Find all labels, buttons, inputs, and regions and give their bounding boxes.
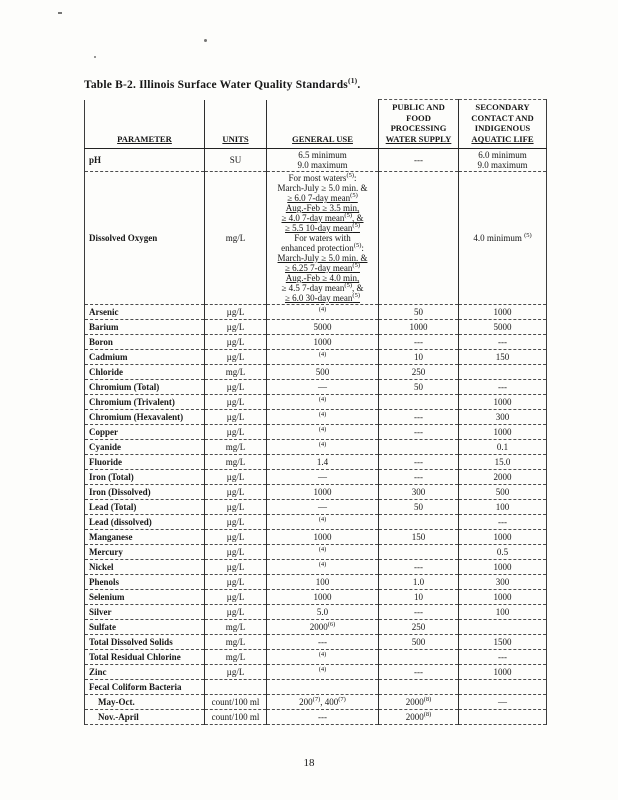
- table-row: [85, 529, 547, 544]
- cell-secondary-contact: 1000: [459, 664, 547, 679]
- cell-units: µg/L: [205, 424, 267, 439]
- cell-units: mg/L: [205, 634, 267, 649]
- table-body: [85, 148, 547, 724]
- cell-secondary-contact: 4.0 minimum $^{(5)}$: [459, 171, 547, 304]
- table-row: [85, 394, 547, 409]
- column-header: PARAMETER: [85, 100, 205, 149]
- cell-units: mg/L: [205, 171, 267, 304]
- cell-parameter: Total Residual Chlorine: [85, 649, 205, 664]
- cell-general-use: ---: [267, 634, 379, 649]
- cell-parameter: Lead (Total): [85, 499, 205, 514]
- cell-parameter: Cyanide: [85, 439, 205, 454]
- cell-parameter: Fluoride: [85, 454, 205, 469]
- cell-secondary-contact: 0.5: [459, 544, 547, 559]
- cell-units: mg/L: [205, 619, 267, 634]
- table-row: [85, 514, 547, 529]
- cell-general-use: ---: [267, 709, 379, 724]
- cell-public-food-processing: [379, 679, 459, 694]
- cell-secondary-contact: 1000: [459, 589, 547, 604]
- cell-public-food-processing: ---: [379, 469, 459, 484]
- cell-public-food-processing: ---: [379, 334, 459, 349]
- cell-parameter: Total Dissolved Solids: [85, 634, 205, 649]
- cell-general-use: (4): [267, 394, 379, 409]
- cell-units: µg/L: [205, 589, 267, 604]
- cell-general-use: (4): [267, 349, 379, 364]
- cell-secondary-contact: 1000: [459, 304, 547, 319]
- cell-parameter: Fecal Coliform Bacteria: [85, 679, 205, 694]
- table-title-text: Table B-2. Illinois Surface Water Quality Standards: [84, 79, 348, 91]
- cell-parameter: Copper: [85, 424, 205, 439]
- table-title: [84, 76, 361, 91]
- table-row: [85, 499, 547, 514]
- table-row: [85, 634, 547, 649]
- cell-general-use: For most waters$^{(5)}$: March-July ≥ 5.0 min. & ≥ 6.0 7-day mean$^{(5)}$ Aug.-Feb ≥ 3.5 min, ≥ 4.0 7-day mean$^{(5)}$, & ≥ 5.5 10-day mean$^{(5)}$ For waters with enhanced protection$^{(5)}$: March-July ≥ 5.0 min. & ≥ 6.25 7-day mean$^{(5)}$ Aug.-Feb ≥ 4.0 min, ≥ 4.5 7-day mean$^{(5)}$, & ≥ 6.0 30-day mean$^{(5)}$: [267, 171, 379, 304]
- cell-public-food-processing: 50: [379, 379, 459, 394]
- scan-speck: [204, 39, 207, 42]
- cell-secondary-contact: 1000: [459, 559, 547, 574]
- cell-units: µg/L: [205, 394, 267, 409]
- cell-secondary-contact: [459, 364, 547, 379]
- cell-secondary-contact: 5000: [459, 319, 547, 334]
- scan-speck: [58, 12, 62, 14]
- table-row: [85, 148, 547, 171]
- table-row: [85, 319, 547, 334]
- cell-parameter: Chromium (Total): [85, 379, 205, 394]
- cell-general-use: (4): [267, 439, 379, 454]
- cell-parameter: May-Oct.: [85, 694, 205, 709]
- cell-parameter: Chromium (Hexavalent): [85, 409, 205, 424]
- cell-parameter: Arsenic: [85, 304, 205, 319]
- cell-units: µg/L: [205, 469, 267, 484]
- header-row: [85, 100, 547, 149]
- table-row: [85, 664, 547, 679]
- cell-parameter: Zinc: [85, 664, 205, 679]
- cell-general-use: —: [267, 379, 379, 394]
- cell-public-food-processing: ---: [379, 664, 459, 679]
- table-row: [85, 469, 547, 484]
- cell-general-use: 1000: [267, 529, 379, 544]
- table-row: [85, 544, 547, 559]
- cell-public-food-processing: 1000: [379, 319, 459, 334]
- cell-secondary-contact: ---: [459, 379, 547, 394]
- cell-parameter: Iron (Total): [85, 469, 205, 484]
- cell-public-food-processing: 500: [379, 634, 459, 649]
- cell-units: µg/L: [205, 499, 267, 514]
- cell-units: count/100 ml: [205, 694, 267, 709]
- cell-secondary-contact: 6.0 minimum 9.0 maximum: [459, 148, 547, 171]
- cell-units: µg/L: [205, 379, 267, 394]
- cell-units: count/100 ml: [205, 709, 267, 724]
- cell-public-food-processing: 250: [379, 619, 459, 634]
- cell-general-use: 1000: [267, 589, 379, 604]
- cell-units: µg/L: [205, 529, 267, 544]
- cell-public-food-processing: [379, 394, 459, 409]
- cell-public-food-processing: [379, 439, 459, 454]
- cell-parameter: Sulfate: [85, 619, 205, 634]
- cell-general-use: 100: [267, 574, 379, 589]
- cell-general-use: [267, 679, 379, 694]
- cell-public-food-processing: 10: [379, 349, 459, 364]
- table-row: [85, 559, 547, 574]
- cell-general-use: —: [267, 469, 379, 484]
- cell-secondary-contact: 500: [459, 484, 547, 499]
- cell-units: µg/L: [205, 574, 267, 589]
- column-header: PUBLIC AND FOOD PROCESSING WATER SUPPLY: [379, 100, 459, 149]
- cell-secondary-contact: 1500: [459, 634, 547, 649]
- table-row: [85, 619, 547, 634]
- table-row: [85, 409, 547, 424]
- cell-public-food-processing: [379, 171, 459, 304]
- cell-general-use: (4): [267, 544, 379, 559]
- cell-units: µg/L: [205, 334, 267, 349]
- cell-units: µg/L: [205, 604, 267, 619]
- cell-public-food-processing: [379, 649, 459, 664]
- cell-units: µg/L: [205, 514, 267, 529]
- cell-public-food-processing: ---: [379, 148, 459, 171]
- column-header: SECONDARY CONTACT AND INDIGENOUS AQUATIC LIFE: [459, 100, 547, 149]
- cell-parameter: Chromium (Trivalent): [85, 394, 205, 409]
- cell-parameter: Barium: [85, 319, 205, 334]
- water-quality-standards-table: [84, 99, 547, 725]
- cell-units: µg/L: [205, 664, 267, 679]
- cell-secondary-contact: 300: [459, 574, 547, 589]
- cell-public-food-processing: 50: [379, 304, 459, 319]
- cell-secondary-contact: ---: [459, 334, 547, 349]
- table-header: [85, 100, 547, 149]
- cell-general-use: 200$^{(7)}$, 400$^{(7)}$: [267, 694, 379, 709]
- cell-parameter: Cadmium: [85, 349, 205, 364]
- cell-parameter: Manganese: [85, 529, 205, 544]
- cell-general-use: (4): [267, 409, 379, 424]
- table-row: [85, 574, 547, 589]
- cell-secondary-contact: 2000: [459, 469, 547, 484]
- cell-public-food-processing: ---: [379, 454, 459, 469]
- cell-secondary-contact: 300: [459, 409, 547, 424]
- table-row: [85, 349, 547, 364]
- cell-secondary-contact: 1000: [459, 529, 547, 544]
- cell-units: [205, 679, 267, 694]
- table-row: [85, 484, 547, 499]
- cell-general-use: 5.0: [267, 604, 379, 619]
- cell-secondary-contact: ---: [459, 514, 547, 529]
- cell-secondary-contact: 1000: [459, 394, 547, 409]
- cell-secondary-contact: [459, 619, 547, 634]
- cell-general-use: (4): [267, 559, 379, 574]
- cell-units: µg/L: [205, 559, 267, 574]
- table-row: [85, 649, 547, 664]
- cell-secondary-contact: 100: [459, 499, 547, 514]
- column-header: GENERAL USE: [267, 100, 379, 149]
- cell-parameter: Chloride: [85, 364, 205, 379]
- cell-secondary-contact: ---: [459, 649, 547, 664]
- cell-units: µg/L: [205, 304, 267, 319]
- cell-public-food-processing: [379, 544, 459, 559]
- cell-general-use: 6.5 minimum 9.0 maximum: [267, 148, 379, 171]
- cell-public-food-processing: 10: [379, 589, 459, 604]
- cell-secondary-contact: 0.1: [459, 439, 547, 454]
- cell-units: µg/L: [205, 349, 267, 364]
- cell-parameter: Mercury: [85, 544, 205, 559]
- cell-public-food-processing: 300: [379, 484, 459, 499]
- cell-units: mg/L: [205, 439, 267, 454]
- cell-general-use: 1000: [267, 484, 379, 499]
- cell-public-food-processing: 50: [379, 499, 459, 514]
- table-row: [85, 694, 547, 709]
- table-row: [85, 439, 547, 454]
- cell-units: µg/L: [205, 319, 267, 334]
- cell-units: SU: [205, 148, 267, 171]
- cell-public-food-processing: ---: [379, 604, 459, 619]
- cell-general-use: 2000$^{(6)}$: [267, 619, 379, 634]
- table-title-footnote-ref: (1): [348, 76, 358, 86]
- cell-secondary-contact: 15.0: [459, 454, 547, 469]
- cell-general-use: (4): [267, 424, 379, 439]
- table-row: [85, 379, 547, 394]
- cell-units: µg/L: [205, 544, 267, 559]
- cell-public-food-processing: 150: [379, 529, 459, 544]
- cell-general-use: (4): [267, 514, 379, 529]
- scan-speck: [94, 56, 96, 58]
- cell-public-food-processing: 250: [379, 364, 459, 379]
- table-row: [85, 424, 547, 439]
- section-row: [85, 679, 547, 694]
- cell-units: mg/L: [205, 454, 267, 469]
- cell-secondary-contact: 100: [459, 604, 547, 619]
- cell-secondary-contact: 1000: [459, 424, 547, 439]
- table-row: [85, 334, 547, 349]
- table-row: [85, 604, 547, 619]
- table-row: [85, 171, 547, 304]
- cell-parameter: Selenium: [85, 589, 205, 604]
- cell-parameter: Boron: [85, 334, 205, 349]
- table-row: [85, 364, 547, 379]
- cell-public-food-processing: ---: [379, 424, 459, 439]
- cell-parameter: Dissolved Oxygen: [85, 171, 205, 304]
- cell-parameter: Lead (dissolved): [85, 514, 205, 529]
- column-header: UNITS: [205, 100, 267, 149]
- cell-parameter: Nov.-April: [85, 709, 205, 724]
- cell-secondary-contact: 150: [459, 349, 547, 364]
- page-number: 18: [303, 757, 315, 769]
- cell-parameter: Iron (Dissolved): [85, 484, 205, 499]
- cell-general-use: 500: [267, 364, 379, 379]
- cell-units: µg/L: [205, 484, 267, 499]
- cell-parameter: Nickel: [85, 559, 205, 574]
- cell-public-food-processing: 2000$^{(8)}$: [379, 709, 459, 724]
- cell-public-food-processing: 2000$^{(8)}$: [379, 694, 459, 709]
- cell-secondary-contact: [459, 679, 547, 694]
- table-row: [85, 709, 547, 724]
- table-row: [85, 454, 547, 469]
- cell-units: µg/L: [205, 409, 267, 424]
- cell-units: mg/L: [205, 364, 267, 379]
- table-row: [85, 589, 547, 604]
- cell-general-use: 5000: [267, 319, 379, 334]
- table-title-period: .: [357, 79, 361, 91]
- cell-general-use: (4): [267, 649, 379, 664]
- cell-public-food-processing: ---: [379, 409, 459, 424]
- cell-general-use: —: [267, 499, 379, 514]
- cell-secondary-contact: [459, 709, 547, 724]
- cell-general-use: (4): [267, 304, 379, 319]
- cell-general-use: 1000: [267, 334, 379, 349]
- cell-public-food-processing: ---: [379, 559, 459, 574]
- cell-parameter: Silver: [85, 604, 205, 619]
- cell-general-use: (4): [267, 664, 379, 679]
- cell-parameter: Phenols: [85, 574, 205, 589]
- table-row: [85, 304, 547, 319]
- cell-public-food-processing: 1.0: [379, 574, 459, 589]
- cell-secondary-contact: —: [459, 694, 547, 709]
- cell-general-use: 1.4: [267, 454, 379, 469]
- cell-public-food-processing: [379, 514, 459, 529]
- cell-parameter: pH: [85, 148, 205, 171]
- cell-units: mg/L: [205, 649, 267, 664]
